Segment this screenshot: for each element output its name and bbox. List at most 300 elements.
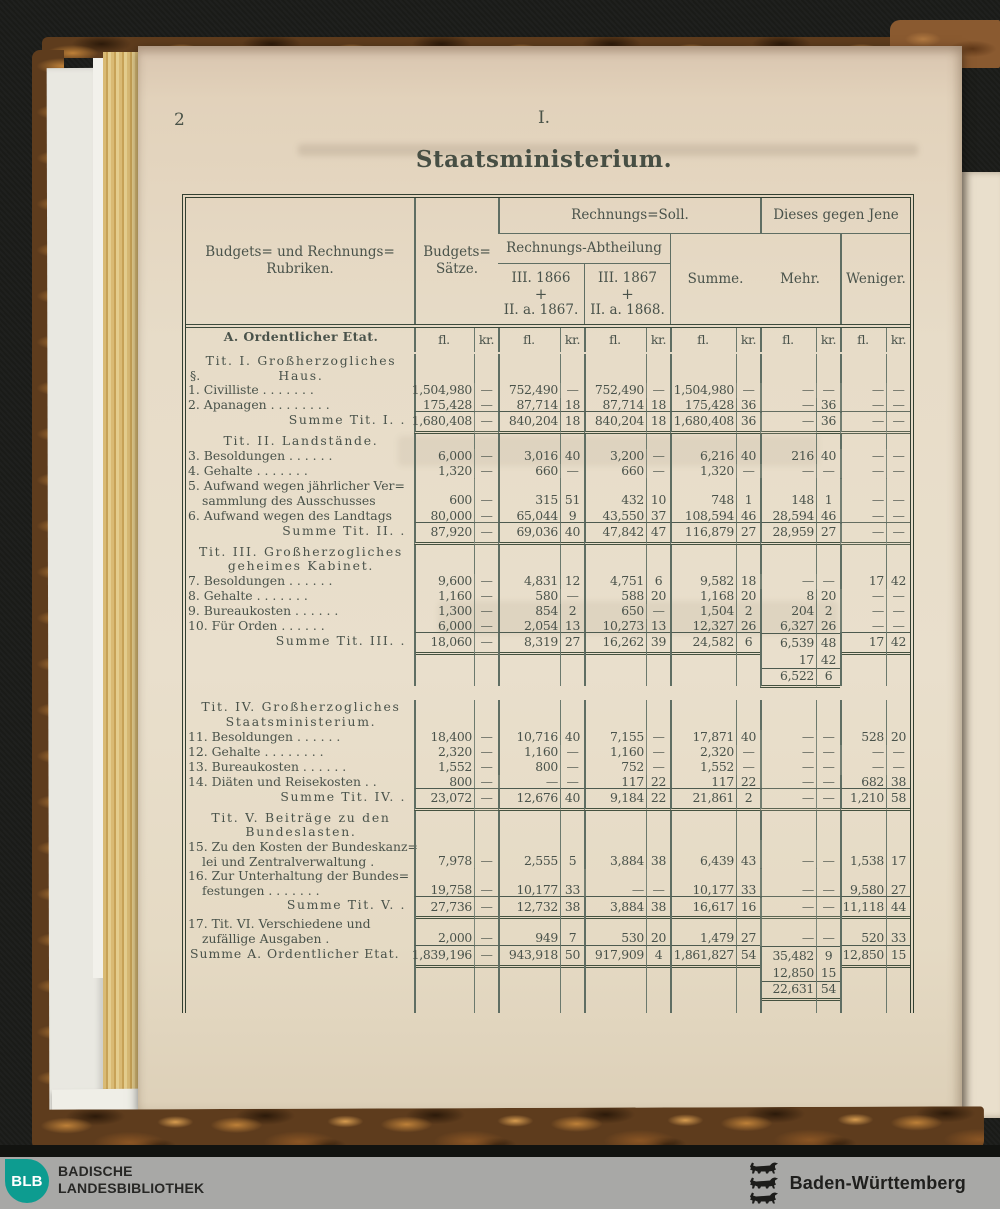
fl-cell xyxy=(584,966,646,982)
fl-cell xyxy=(584,811,646,840)
fl-cell: 1,552 xyxy=(414,760,474,775)
fl-cell: fl. xyxy=(670,328,736,352)
kr-cell xyxy=(560,966,584,982)
fl-cell: — xyxy=(760,745,816,760)
kr-cell: 9 xyxy=(816,946,840,966)
rubrik-cell: 4. Gehalte . . . . . . . xyxy=(188,463,308,479)
kr-cell: — xyxy=(474,449,498,464)
fl-cell: 580 xyxy=(498,589,560,604)
table-row xyxy=(186,634,910,653)
fl-cell: 1,538 xyxy=(840,839,886,869)
kr-cell: 22 xyxy=(736,775,760,790)
kr-cell: 40 xyxy=(560,788,584,811)
lions-icon xyxy=(748,1161,780,1205)
fl-cell: 9,600 xyxy=(414,574,474,589)
fl-cell: fl. xyxy=(840,328,886,352)
table-row xyxy=(186,947,910,966)
fl-cell: 4,751 xyxy=(584,574,646,589)
fl-cell: 23,072 xyxy=(414,788,474,811)
kr-cell: — xyxy=(474,619,498,634)
fl-cell xyxy=(414,545,474,574)
fl-cell: 943,918 xyxy=(498,945,560,968)
rubrik-cell: 8. Gehalte . . . . . . . xyxy=(188,587,308,603)
fl-cell: 9,582 xyxy=(670,574,736,589)
kr-cell: 46 xyxy=(816,509,840,524)
fl-cell: 7,978 xyxy=(414,839,474,869)
kr-cell xyxy=(886,982,910,1000)
kr-cell: 9 xyxy=(560,509,584,524)
kr-cell: — xyxy=(886,449,910,464)
fl-cell: — xyxy=(760,868,816,898)
budget-line2: Sätze. xyxy=(435,261,479,277)
kr-cell xyxy=(560,354,584,383)
kr-cell xyxy=(646,966,670,982)
kr-cell: 27 xyxy=(816,522,840,545)
kr-cell: 15 xyxy=(816,965,840,982)
fl-cell xyxy=(760,545,816,574)
fl-cell: 27,736 xyxy=(414,896,474,919)
kr-cell: — xyxy=(646,383,670,398)
kr-cell: 20 xyxy=(646,589,670,604)
fl-cell: 17 xyxy=(840,632,886,655)
fl-cell: 1,504,980 xyxy=(670,383,736,398)
table-row xyxy=(186,730,910,745)
fl-cell xyxy=(670,982,736,1000)
kr-cell xyxy=(816,700,840,729)
fl-cell xyxy=(414,653,474,669)
kr-cell xyxy=(816,811,840,840)
fl-cell: 6,439 xyxy=(670,839,736,869)
table-row xyxy=(186,700,910,729)
fl-cell xyxy=(670,999,736,1013)
fl-cell xyxy=(498,434,560,449)
fl-cell xyxy=(840,354,886,383)
kr-cell: 22 xyxy=(646,775,670,790)
kr-cell xyxy=(560,811,584,840)
plus-sign: + xyxy=(621,284,634,303)
library-name-line1: BADISCHE xyxy=(58,1163,133,1179)
col-1867-header xyxy=(584,264,670,324)
fl-cell xyxy=(498,700,560,729)
kr-cell: kr. xyxy=(560,328,584,352)
fl-cell: 1,160 xyxy=(498,745,560,760)
fl-cell: 2,000 xyxy=(414,916,474,946)
kr-cell: 42 xyxy=(886,632,910,655)
kr-cell: — xyxy=(474,788,498,811)
kr-cell xyxy=(474,999,498,1013)
kr-cell: — xyxy=(474,745,498,760)
library-name-line2: LANDESBIBLIOTHEK xyxy=(58,1180,205,1197)
fl-cell: 10,716 xyxy=(498,730,560,745)
fl-cell: — xyxy=(584,868,646,898)
kr-cell: 18 xyxy=(646,398,670,413)
fl-cell xyxy=(760,999,816,1013)
kr-cell: 18 xyxy=(560,398,584,413)
col-mehr-header: Mehr. xyxy=(780,270,820,287)
fl-cell: — xyxy=(760,775,816,790)
fl-cell: 432 xyxy=(584,478,646,508)
fl-cell: — xyxy=(760,730,816,745)
rubriken-line1: Budgets= und Rechnungs= xyxy=(205,244,395,261)
sum-label: Summe Tit. IV. . xyxy=(280,788,406,804)
fl-cell: 22,631 xyxy=(760,980,816,1001)
kr-cell: — xyxy=(816,574,840,589)
fl-cell: — xyxy=(840,398,886,413)
kr-cell: 33 xyxy=(886,916,910,946)
fl-cell: 10,273 xyxy=(584,619,646,634)
fl-cell: — xyxy=(760,760,816,775)
sum-label: Summe A. Ordentlicher Etat. xyxy=(190,945,400,961)
sum-label: Summe Tit. I. . xyxy=(288,412,406,428)
fl-cell: 840,204 xyxy=(498,411,560,434)
kr-cell: 36 xyxy=(816,398,840,413)
rubrik-cell: Tit. IV. Großherzogliches Staatsministerium. xyxy=(201,699,401,729)
fl-cell xyxy=(840,966,886,982)
book-fore-edge-gold xyxy=(103,52,143,1100)
kr-cell xyxy=(816,545,840,574)
kr-cell: 7 xyxy=(560,916,584,946)
fl-cell: 530 xyxy=(584,916,646,946)
fl-cell: 2,320 xyxy=(670,745,736,760)
table-row xyxy=(186,464,910,479)
page-number: 2 xyxy=(174,110,185,130)
kr-cell: 40 xyxy=(560,449,584,464)
fl-cell: — xyxy=(840,589,886,604)
fl-cell xyxy=(498,966,560,982)
rubrik-cell: 7. Besoldungen . . . . . . xyxy=(188,572,333,588)
col-weniger-header: Weniger. xyxy=(840,234,910,324)
table-row xyxy=(186,811,910,840)
fl-cell: 28,594 xyxy=(760,509,816,524)
kr-cell: — xyxy=(646,868,670,898)
fl-cell: 2,054 xyxy=(498,619,560,634)
book-page xyxy=(138,46,962,1112)
fl-cell: 9,184 xyxy=(584,788,646,811)
kr-cell: 16 xyxy=(736,896,760,919)
kr-cell: 58 xyxy=(886,788,910,811)
rubrik-cell: 11. Besoldungen . . . . . . xyxy=(188,728,341,744)
fl-cell: 116,879 xyxy=(670,522,736,545)
fl-cell xyxy=(670,653,736,669)
fl-cell: 7,155 xyxy=(584,730,646,745)
state-brand[interactable] xyxy=(748,1157,966,1209)
fl-cell: 660 xyxy=(584,464,646,479)
kr-cell xyxy=(646,434,670,449)
kr-cell: — xyxy=(816,775,840,790)
kr-cell: 48 xyxy=(816,633,840,653)
kr-cell: — xyxy=(886,411,910,434)
fl-cell: — xyxy=(760,839,816,869)
kr-cell xyxy=(816,999,840,1013)
kr-cell xyxy=(474,653,498,669)
fl-cell: 6,327 xyxy=(760,619,816,634)
fl-cell xyxy=(840,999,886,1013)
fl-cell: 21,861 xyxy=(670,788,736,811)
fl-cell: 1,300 xyxy=(414,604,474,619)
kr-cell xyxy=(474,434,498,449)
table-row xyxy=(186,917,910,946)
table-row xyxy=(186,383,910,398)
kr-cell: 18 xyxy=(646,411,670,434)
sum-label: Summe Tit. V. . xyxy=(286,897,406,913)
kr-cell: — xyxy=(474,868,498,898)
fl-cell xyxy=(584,545,646,574)
fl-cell xyxy=(840,545,886,574)
kr-cell: 27 xyxy=(560,632,584,655)
kr-cell: — xyxy=(646,449,670,464)
kr-cell: 27 xyxy=(736,522,760,545)
kr-cell: — xyxy=(560,760,584,775)
kr-cell xyxy=(736,700,760,729)
fl-cell xyxy=(584,434,646,449)
next-page-edge xyxy=(962,172,1000,1118)
fl-cell xyxy=(840,434,886,449)
kr-cell xyxy=(736,811,760,840)
kr-cell: 13 xyxy=(646,619,670,634)
fl-cell xyxy=(760,811,816,840)
fl-cell: — xyxy=(840,760,886,775)
kr-cell: 6 xyxy=(646,574,670,589)
kr-cell: 33 xyxy=(560,868,584,898)
kr-cell: — xyxy=(474,509,498,524)
kr-cell xyxy=(474,354,498,383)
kr-cell: 12 xyxy=(560,574,584,589)
fl-cell: 87,714 xyxy=(584,398,646,413)
fl-cell xyxy=(414,982,474,1000)
library-name xyxy=(58,1163,204,1197)
kr-cell: 37 xyxy=(646,509,670,524)
fl-cell xyxy=(414,700,474,729)
fl-cell: 1,160 xyxy=(584,745,646,760)
kr-cell: 44 xyxy=(886,896,910,919)
kr-cell: 26 xyxy=(736,619,760,634)
rubrik-cell: 6. Aufwand wegen des Landtags xyxy=(188,507,392,523)
fl-cell: 47,842 xyxy=(584,522,646,545)
kr-cell: kr. xyxy=(736,328,760,352)
kr-cell: 51 xyxy=(560,478,584,508)
fl-cell: — xyxy=(840,449,886,464)
kr-cell: — xyxy=(474,478,498,508)
kr-cell: 40 xyxy=(736,730,760,745)
fl-cell xyxy=(498,354,560,383)
fl-cell: 216 xyxy=(760,449,816,464)
rubrik-cell: 1. Civilliste . . . . . . . xyxy=(188,382,314,398)
kr-cell: 17 xyxy=(886,839,910,869)
fl-cell: 748 xyxy=(670,478,736,508)
table-row xyxy=(186,999,910,1013)
kr-cell: — xyxy=(816,896,840,919)
fl-cell: 175,428 xyxy=(414,398,474,413)
plus-sign: + xyxy=(534,284,548,303)
fl-cell: 12,732 xyxy=(498,896,560,919)
rubrik-cell: 12. Gehalte . . . . . . . . xyxy=(188,743,324,759)
kr-cell: — xyxy=(816,760,840,775)
fl-cell: — xyxy=(840,464,886,479)
fl-cell: — xyxy=(760,788,816,811)
fl-cell: 10,177 xyxy=(670,868,736,898)
kr-cell xyxy=(560,653,584,669)
kr-cell xyxy=(886,811,910,840)
fl-cell: 148 xyxy=(760,478,816,508)
fl-cell: 6,000 xyxy=(414,449,474,464)
fl-cell xyxy=(840,982,886,1000)
footer-bar xyxy=(0,1157,1000,1209)
kr-cell: 6 xyxy=(736,632,760,655)
fl-cell: 682 xyxy=(840,775,886,790)
kr-cell: — xyxy=(474,896,498,919)
kr-cell: — xyxy=(816,916,840,946)
fl-cell: — xyxy=(840,745,886,760)
fl-cell: 18,400 xyxy=(414,730,474,745)
kr-cell xyxy=(474,811,498,840)
table-row xyxy=(186,479,910,508)
fl-cell: — xyxy=(840,522,886,545)
kr-cell xyxy=(886,669,910,687)
rubrik-cell: 17. Tit. VI. Verschiedene und zufällige Ausgaben . xyxy=(188,916,371,946)
kr-cell: 2 xyxy=(736,788,760,811)
fl-cell: 800 xyxy=(414,775,474,790)
group-rechnungs-soll: Rechnungs=Soll. xyxy=(498,198,760,234)
kr-cell: 1 xyxy=(736,478,760,508)
fl-cell: 87,920 xyxy=(414,522,474,545)
kr-cell: — xyxy=(886,383,910,398)
kr-cell: 38 xyxy=(646,839,670,869)
fl-cell: 1,861,827 xyxy=(670,945,736,968)
kr-cell: 2 xyxy=(736,604,760,619)
year-1867: III. 1867 xyxy=(598,269,657,286)
kr-cell: kr. xyxy=(816,328,840,352)
table-row xyxy=(186,869,910,898)
kr-cell: — xyxy=(736,745,760,760)
fl-cell: 3,884 xyxy=(584,896,646,919)
fl-cell: 600 xyxy=(414,478,474,508)
kr-cell xyxy=(646,653,670,669)
kr-cell xyxy=(736,434,760,449)
state-name: Baden-Württemberg xyxy=(789,1172,966,1193)
col-summe-header: Summe. xyxy=(670,234,760,324)
fl-cell: 19,758 xyxy=(414,868,474,898)
kr-cell: 20 xyxy=(736,589,760,604)
rubrik-cell: Tit. V. Beiträge zu den Bundeslasten. xyxy=(211,809,391,840)
blb-logo[interactable]: BLB xyxy=(5,1159,49,1203)
fl-cell: 1,839,196 xyxy=(414,945,474,968)
addendum-1867: II. a. 1867. xyxy=(503,301,579,318)
fl-cell: 917,909 xyxy=(584,945,646,968)
rubrik-cell: 16. Zur Unterhaltung der Bundes= festungen . . . . . . . xyxy=(188,868,410,898)
kr-cell xyxy=(736,653,760,669)
kr-cell xyxy=(886,999,910,1013)
kr-cell xyxy=(646,999,670,1013)
fl-cell: — xyxy=(760,916,816,946)
kr-cell: — xyxy=(646,745,670,760)
fl-cell: 4,831 xyxy=(498,574,560,589)
fl-cell xyxy=(498,999,560,1013)
addendum-1868: II. a. 1868. xyxy=(590,301,665,318)
background-gap xyxy=(0,1145,1000,1157)
kr-cell: 36 xyxy=(736,398,760,413)
kr-cell: 6 xyxy=(816,667,840,688)
fl-cell xyxy=(584,354,646,383)
kr-cell: 39 xyxy=(646,632,670,655)
fl-cell: 6,000 xyxy=(414,619,474,634)
fl-cell xyxy=(414,966,474,982)
kr-cell: 36 xyxy=(736,411,760,434)
kr-cell: — xyxy=(474,916,498,946)
kr-cell xyxy=(560,999,584,1013)
kr-cell xyxy=(560,545,584,574)
table-row xyxy=(186,982,910,1000)
kr-cell: 47 xyxy=(646,522,670,545)
kr-cell: 40 xyxy=(816,449,840,464)
fl-cell: 1,160 xyxy=(414,589,474,604)
fl-cell: 528 xyxy=(840,730,886,745)
fl-cell xyxy=(760,700,816,729)
fl-cell: — xyxy=(498,775,560,790)
kr-cell: — xyxy=(474,945,498,968)
fl-cell: 10,177 xyxy=(498,868,560,898)
kr-cell: — xyxy=(886,604,910,619)
fl-cell: 1,210 xyxy=(840,788,886,811)
kr-cell xyxy=(560,700,584,729)
kr-cell: — xyxy=(560,775,584,790)
fl-cell xyxy=(670,669,736,687)
rubrik-cell xyxy=(186,982,414,1000)
fl-cell xyxy=(414,811,474,840)
kr-cell: — xyxy=(474,522,498,545)
kr-cell: — xyxy=(736,760,760,775)
fl-cell: 1,320 xyxy=(414,464,474,479)
fl-cell: 315 xyxy=(498,478,560,508)
fl-cell xyxy=(840,669,886,687)
kr-cell: — xyxy=(886,464,910,479)
fl-cell xyxy=(670,545,736,574)
kr-cell: — xyxy=(736,464,760,479)
fl-cell: fl. xyxy=(414,328,474,352)
fl-cell: 1,552 xyxy=(670,760,736,775)
fl-cell xyxy=(840,700,886,729)
kr-cell: 27 xyxy=(886,868,910,898)
rubrik-cell: Tit. III. Großherzogliches geheimes Kabinet. xyxy=(198,543,404,574)
kr-cell xyxy=(474,966,498,982)
fl-cell: 854 xyxy=(498,604,560,619)
rubrik-cell: 10. Für Orden . . . . . . xyxy=(188,617,325,633)
fl-cell: fl. xyxy=(760,328,816,352)
fl-cell: fl. xyxy=(584,328,646,352)
table-row xyxy=(186,790,910,809)
kr-cell: 54 xyxy=(816,980,840,1001)
kr-cell: — xyxy=(474,730,498,745)
table-row xyxy=(186,328,910,352)
kr-cell: 40 xyxy=(736,449,760,464)
rubrik-cell: 14. Diäten und Reisekosten . . xyxy=(188,773,377,789)
fl-cell: fl. xyxy=(498,328,560,352)
kr-cell xyxy=(886,354,910,383)
kr-cell xyxy=(886,653,910,669)
fl-cell xyxy=(414,669,474,687)
fl-cell: 17,871 xyxy=(670,730,736,745)
page-title: Staatsministerium. xyxy=(415,146,673,173)
table-row xyxy=(186,413,910,432)
fl-cell: 43,550 xyxy=(584,509,646,524)
kr-cell: — xyxy=(560,464,584,479)
fl-cell: 24,582 xyxy=(670,632,736,655)
fl-cell xyxy=(670,811,736,840)
table-row xyxy=(186,545,910,574)
fl-cell: 8,319 xyxy=(498,632,560,655)
kr-cell: — xyxy=(474,383,498,398)
fl-cell: 17 xyxy=(760,652,816,669)
fl-cell: 108,594 xyxy=(670,509,736,524)
